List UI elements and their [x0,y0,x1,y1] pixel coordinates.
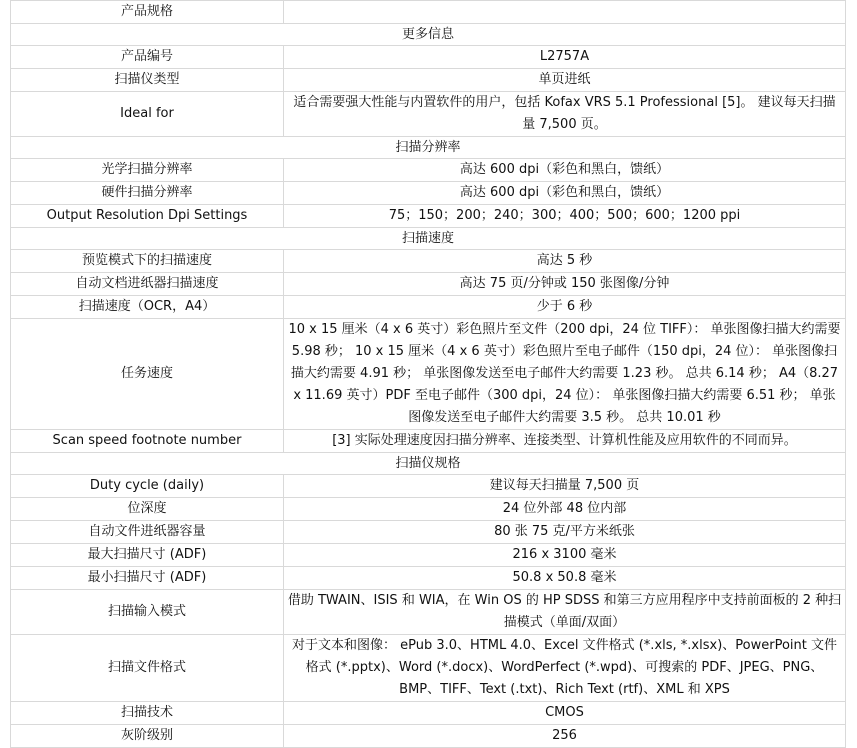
row-value: 单页进纸 [284,69,846,92]
row-label: 最小扫描尺寸 (ADF) [11,567,284,590]
row-value: 10 x 15 厘米（4 x 6 英寸）彩色照片至文件（200 dpi，24 位 TIFF）： 单张图像扫描大约需要 5.98 秒； 10 x 15 厘米（4 x 6 英寸）彩色照片至电子邮件（150 dpi，24 位）： 单张图像扫描大约需要 4.91 秒； 单张图像发送至电子邮件大约需要 1.23 秒。 总共 6.14 秒； A4（8.27 x 11.69 英寸）PDF 至电子邮件（300 dpi，24 位）： 单张图像扫描大约需要 6.51 秒； 单张图像发送至电子邮件大约需要 3.5 秒。 总共 10.01 秒 [284,319,846,430]
row-value: 75；150；200；240；300；400；500；600；1200 ppi [284,205,846,228]
spec-table [10,0,846,748]
row-value: 高达 600 dpi（彩色和黑白，馈纸） [284,159,846,182]
row-label: 扫描输入模式 [11,590,284,635]
row-value: 50.8 x 50.8 毫米 [284,567,846,590]
row-label: 产品编号 [11,46,284,69]
section-header: 扫描分辨率 [11,137,846,159]
row-label: 自动文档进纸器扫描速度 [11,273,284,296]
row-value: 高达 75 页/分钟或 150 张图像/分钟 [284,273,846,296]
row-value: 24 位外部 48 位内部 [284,498,846,521]
row-value: CMOS [284,702,846,725]
row-label: 预览模式下的扫描速度 [11,250,284,273]
row-label: 扫描技术 [11,702,284,725]
row-label: 灰阶级别 [11,725,284,748]
row-label: Ideal for [11,92,284,137]
row-label: Scan speed footnote number [11,430,284,453]
row-value: 对于文本和图像： ePub 3.0、HTML 4.0、Excel 文件格式 (*.xls, *.xlsx)、PowerPoint 文件格式 (*.pptx)、Word (*.docx)、WordPerfect (*.wpd)、可搜索的 PDF、JPEG、PNG、BMP、TIFF、Text (.txt)、Rich Text (rtf)、XML 和 XPS [284,635,846,702]
row-value: L2757A [284,46,846,69]
row-value: 256 [284,725,846,748]
row-value: 适合需要强大性能与内置软件的用户，包括 Kofax VRS 5.1 Professional [5]。 建议每天扫描量 7,500 页。 [284,92,846,137]
row-label: 扫描仪类型 [11,69,284,92]
row-value: 借助 TWAIN、ISIS 和 WIA，在 Win OS 的 HP SDSS 和第三方应用程序中支持前面板的 2 种扫描模式（单面/双面） [284,590,846,635]
row-label: 任务速度 [11,319,284,430]
section-header: 扫描速度 [11,228,846,250]
row-value: [3] 实际处理速度因扫描分辨率、连接类型、计算机性能及应用软件的不同而异。 [284,430,846,453]
row-value: 216 x 3100 毫米 [284,544,846,567]
row-value: 高达 600 dpi（彩色和黑白，馈纸） [284,182,846,205]
row-label: 硬件扫描分辨率 [11,182,284,205]
row-label: 光学扫描分辨率 [11,159,284,182]
row-label: Duty cycle (daily) [11,475,284,498]
row-label: 位深度 [11,498,284,521]
row-label: 自动文件进纸器容量 [11,521,284,544]
row-label: 产品规格 [11,1,284,24]
row-value: 建议每天扫描量 7,500 页 [284,475,846,498]
row-label: 最大扫描尺寸 (ADF) [11,544,284,567]
row-value: 80 张 75 克/平方米纸张 [284,521,846,544]
section-header: 扫描仪规格 [11,453,846,475]
row-value: 少于 6 秒 [284,296,846,319]
row-value [284,1,846,24]
section-header: 更多信息 [11,24,846,46]
row-label: Output Resolution Dpi Settings [11,205,284,228]
row-label: 扫描文件格式 [11,635,284,702]
row-label: 扫描速度（OCR，A4） [11,296,284,319]
row-value: 高达 5 秒 [284,250,846,273]
